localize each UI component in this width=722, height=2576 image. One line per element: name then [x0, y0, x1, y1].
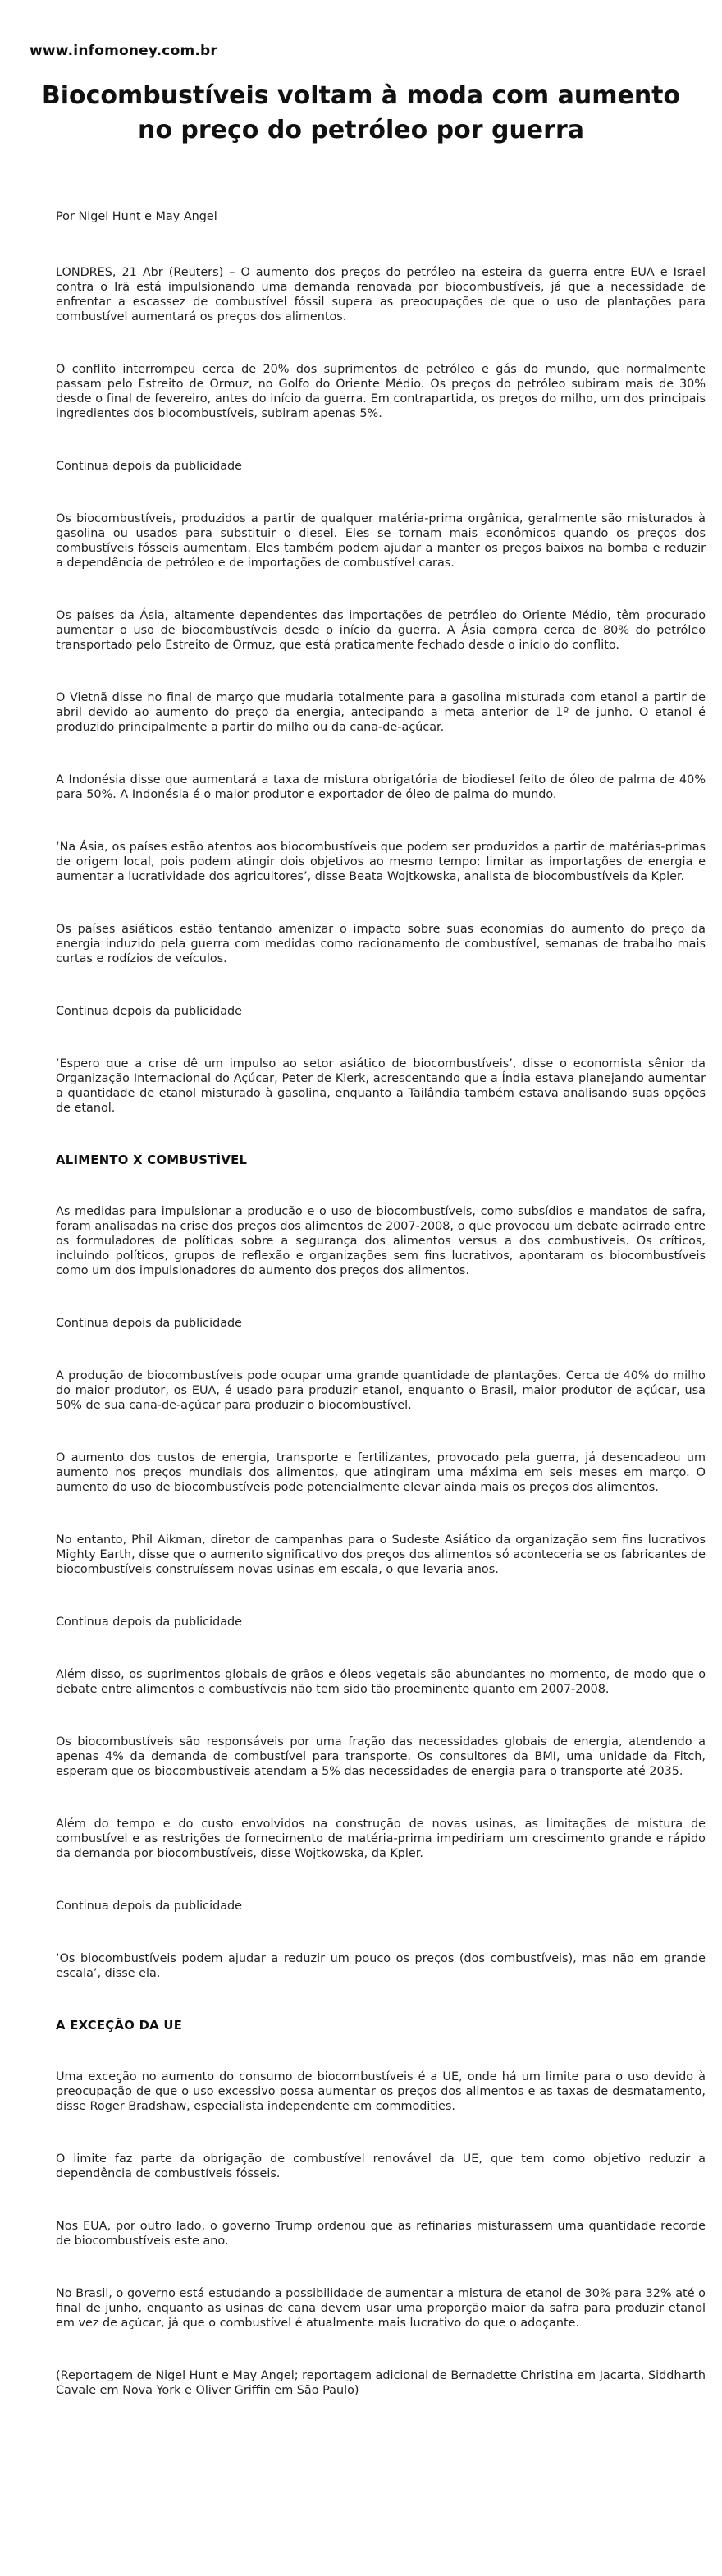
- paragraph: A produção de biocombustíveis pode ocupar uma grande quantidade de plantações. Cerca de 40% do milho do maior produtor, os EUA, é usado para produzir etanol, enquanto o Brasil, maior produtor de açúcar, usa 50% de sua cana-de-açúcar para produzir o biocombustível.: [56, 1369, 706, 1412]
- article-body: [56, 209, 706, 2398]
- ad-notice: Continua depois da publicidade: [56, 1616, 243, 1629]
- paragraph: (Reportagem de Nigel Hunt e May Angel; reportagem adicional de Bernadette Christina em Jacarta, Siddharth Cavale em Nova York e Oliver Griffin em São Paulo): [56, 2369, 706, 2397]
- paragraph: No Brasil, o governo está estudando a possibilidade de aumentar a mistura de etanol de 30% para 32% até o final de junho, enquanto as usinas de cana devem usar uma proporção maior da safra para produzir etanol em vez de açúcar, já que o combustível é atualmente mais lucrativo do que o adoçante.: [56, 2287, 706, 2330]
- paragraph: ‘Na Ásia, os países estão atentos aos biocombustíveis que podem ser produzidos a partir de matérias-primas de origem local, pois podem atingir dois objetivos ao mesmo tempo: limitar as importações de energia e aumentar a lucratividade dos agricultores’, disse Beata Wojtkowska, analista de biocombustíveis da Kpler.: [56, 841, 706, 883]
- paragraph: A Indonésia disse que aumentará a taxa de mistura obrigatória de biodiesel feito de óleo de palma de 40% para 50%. A Indonésia é o maior produtor e exportador de óleo de palma do mundo.: [56, 773, 706, 801]
- paragraph: Os biocombustíveis, produzidos a partir de qualquer matéria-prima orgânica, geralmente são misturados à gasolina ou usados para substituir o diesel. Eles se tornam mais econômicos quando os preços dos combustíveis fósseis aumentam. Eles também podem ajudar a manter os preços baixos na bomba e reduzir a dependência de petróleo e de importações de combustível caras.: [56, 512, 706, 570]
- paragraph: ‘Espero que a crise dê um impulso ao setor asiático de biocombustíveis’, disse o economista sênior da Organização Internacional do Açúcar, Peter de Klerk, acrescentando que a Índia estava planejando aumentar a quantidade de etanol misturado à gasolina, enquanto a Tailândia também estava analisando suas opções de etanol.: [56, 1057, 706, 1115]
- paragraph: O aumento dos custos de energia, transporte e fertilizantes, provocado pela guerra, já desencadeou um aumento nos preços mundiais dos alimentos, que atingiram uma máxima em seis meses em março. O aumento do uso de biocombustíveis pode potencialmente elevar ainda mais os preços dos alimentos.: [56, 1451, 706, 1494]
- paragraph: Os países asiáticos estão tentando amenizar o impacto sobre suas economias do aumento do preço da energia induzido pela guerra com medidas como racionamento de combustível, semanas de trabalho mais curtas e rodízios de veículos.: [56, 923, 706, 965]
- ad-notice: Continua depois da publicidade: [56, 460, 243, 473]
- section-heading: ALIMENTO X COMBUSTÍVEL: [56, 1153, 248, 1167]
- section-heading: A EXCEÇÃO DA UE: [56, 2019, 183, 2033]
- ad-notice: Continua depois da publicidade: [56, 1317, 243, 1330]
- ad-notice: Continua depois da publicidade: [56, 1005, 243, 1018]
- paragraph: Os países da Ásia, altamente dependentes das importações de petróleo do Oriente Médio, têm procurado aumentar o uso de biocombustíveis desde o início da guerra. A Ásia compra cerca de 80% do petróleo transportado pelo Estreito de Ormuz, que está praticamente fechado desde o início do conflito.: [56, 609, 706, 652]
- ad-notice: Continua depois da publicidade: [56, 1900, 243, 1913]
- paragraph: O conflito interrompeu cerca de 20% dos suprimentos de petróleo e gás do mundo, que normalmente passam pelo Estreito de Ormuz, no Golfo do Oriente Médio. Os preços do petróleo subiram mais de 30% desde o final de fevereiro, antes do início da guerra. Em contrapartida, os preços do milho, um dos principais ingredientes dos biocombustíveis, subiram apenas 5%.: [56, 363, 706, 420]
- paragraph: LONDRES, 21 Abr (Reuters) – O aumento dos preços do petróleo na esteira da guerra entre EUA e Israel contra o Irã está impulsionando uma demanda renovada por biocombustíveis, já que a necessidade de enfrentar a escassez de combustível fóssil supera as preocupações de que o uso de plantações para combustível aumentará os preços dos alimentos.: [56, 266, 706, 323]
- paragraph: Além do tempo e do custo envolvidos na construção de novas usinas, as limitações de mistura de combustível e as restrições de fornecimento de matéria-prima impediriam um crescimento grande e rápido da demanda por biocombustíveis, disse Wojtkowska, da Kpler.: [56, 1817, 706, 1860]
- paragraph: ‘Os biocombustíveis podem ajudar a reduzir um pouco os preços (dos combustíveis), mas não em grande escala’, disse ela.: [56, 1952, 706, 1980]
- site-url[interactable]: www.infomoney.com.br: [30, 43, 217, 59]
- paragraph: Os biocombustíveis são responsáveis por uma fração das necessidades globais de energia, atendendo a apenas 4% da demanda de combustível para transporte. Os consultores da BMI, uma unidade da Fitch, esperam que os biocombustíveis atendam a 5% das necessidades de energia para o transporte até 2035.: [56, 1735, 706, 1778]
- byline: Por Nigel Hunt e May Angel: [56, 210, 217, 223]
- paragraph: Nos EUA, por outro lado, o governo Trump ordenou que as refinarias misturassem uma quantidade recorde de biocombustíveis este ano.: [56, 2220, 706, 2248]
- paragraph: As medidas para impulsionar a produção e o uso de biocombustíveis, como subsídios e mandatos de safra, foram analisadas na crise dos preços dos alimentos de 2007-2008, o que provocou um debate acirrado entre os formuladores de políticas sobre a segurança dos alimentos versus a dos combustíveis. Os críticos, incluindo políticos, grupos de reflexão e organizações sem fins lucrativos, apontaram os biocombustíveis como um dos impulsionadores do aumento dos preços dos alimentos.: [56, 1205, 706, 1277]
- paragraph: No entanto, Phil Aikman, diretor de campanhas para o Sudeste Asiático da organização sem fins lucrativos Mighty Earth, disse que o aumento significativo dos preços dos alimentos só aconteceria se os fabricantes de biocombustíveis construíssem novas usinas em escala, o que levaria anos.: [56, 1533, 706, 1576]
- paragraph: Além disso, os suprimentos globais de grãos e óleos vegetais são abundantes no momento, de modo que o debate entre alimentos e combustíveis não tem sido tão proeminente quanto em 2007-2008.: [56, 1668, 706, 1696]
- article-headline: Biocombustíveis voltam à moda com aumento no preço do petróleo por guerra: [41, 81, 681, 144]
- paragraph: O Vietnã disse no final de março que mudaria totalmente para a gasolina misturada com etanol a partir de abril devido ao aumento do preço da energia, antecipando a meta anterior de 1º de junho. O etanol é produzido principalmente a partir do milho ou da cana-de-açúcar.: [56, 691, 706, 734]
- paragraph: O limite faz parte da obrigação de combustível renovável da UE, que tem como objetivo reduzir a dependência de combustíveis fósseis.: [56, 2152, 706, 2180]
- paragraph: Uma exceção no aumento do consumo de biocombustíveis é a UE, onde há um limite para o uso devido à preocupação de que o uso excessivo possa aumentar os preços dos alimentos e as taxas de desmatamento, disse Roger Bradshaw, especialista independente em commodities.: [56, 2070, 706, 2113]
